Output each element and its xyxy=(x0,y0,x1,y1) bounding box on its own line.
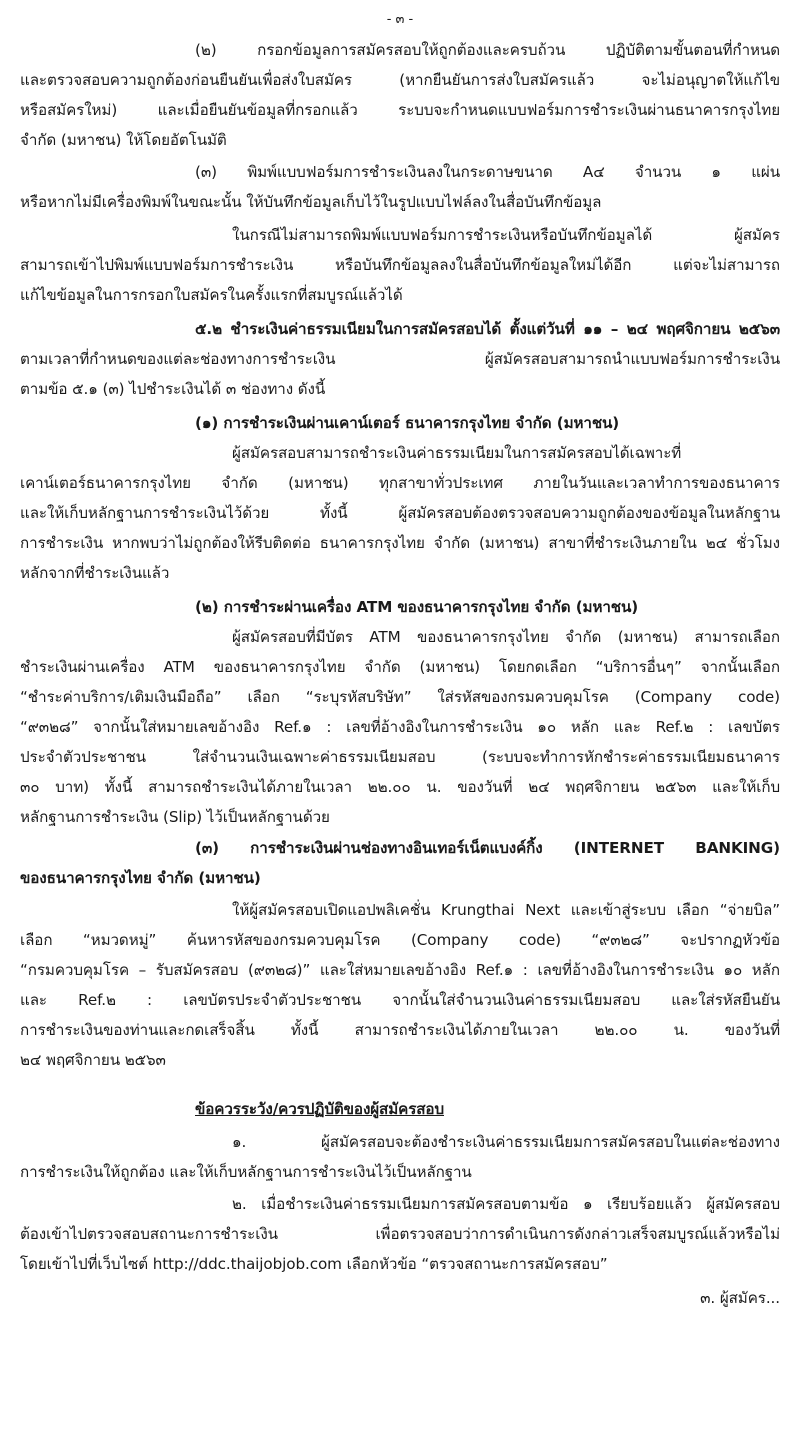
text-line: ตามข้อ ๕.๑ (๓) ไปชำระเงินได้ ๓ ช่องทาง ดังนี้ xyxy=(20,380,326,398)
subsection-heading: (๒) การชำระผ่านเครื่อง ATM ของธนาคารกรุงไทย จำกัด (มหาชน) xyxy=(195,598,639,616)
text-line: ผู้สมัครสอบสามารถชำระเงินค่าธรรมเนียมในการสมัครสอบได้เฉพาะที่ xyxy=(232,444,682,462)
text-line: จำกัด (มหาชน) ให้โดยอัตโนมัติ xyxy=(20,131,227,149)
subsection-heading: ของธนาคารกรุงไทย จำกัด (มหาชน) xyxy=(20,869,261,887)
text-line: “๙๓๒๘” จากนั้นใส่หมายเลขอ้างอิง Ref.๑ : เลขที่อ้างอิงในการชำระเงิน ๑๐ หลัก และ Ref.๒ : เลขบัตร xyxy=(20,718,780,736)
page-number: - ๓ - xyxy=(386,12,414,27)
text-line: ชำระเงินผ่านเครื่อง ATM ของธนาคารกรุงไทย จำกัด (มหาชน) โดยกดเลือก “บริการอื่นๆ” จากนั้นเลือก xyxy=(20,658,780,676)
text-line: เคาน์เตอร์ธนาคารกรุงไทย จำกัด (มหาชน) ทุกสาขาทั่วประเทศ ภายในวันและเวลาทำการของธนาคาร xyxy=(20,474,780,492)
text-line: “ชำระค่าบริการ/เติมเงินมือถือ” เลือก “ระบุรหัสบริษัท” ใส่รหัสของกรมควบคุมโรค (Company code) xyxy=(20,688,780,706)
text-line: “กรมควบคุมโรค – รับสมัครสอบ (๙๓๒๘)” และใส่หมายเลขอ้างอิง Ref.๑ : เลขที่อ้างอิงในการชำระเงิน ๑๐ หลัก xyxy=(20,961,780,979)
section-heading: ๕.๒ ชำระเงินค่าธรรมเนียมในการสมัครสอบได้ ตั้งแต่วันที่ ๑๑ – ๒๔ พฤศจิกายน ๒๕๖๓ xyxy=(195,320,780,338)
text-line: สามารถเข้าไปพิมพ์แบบฟอร์มการชำระเงิน หรือบันทึกข้อมูลลงในสื่อบันทึกข้อมูลใหม่ได้อีก แต่จะไม่สามารถ xyxy=(20,256,780,274)
text-line: โดยเข้าไปที่เว็บไซต์ http://ddc.thaijobjob.com เลือกหัวข้อ “ตรวจสถานะการสมัครสอบ” xyxy=(20,1255,608,1273)
text-line: ๑. ผู้สมัครสอบจะต้องชำระเงินค่าธรรมเนียมการสมัครสอบในแต่ละช่องทาง xyxy=(232,1133,780,1151)
text-line: ต้องเข้าไปตรวจสอบสถานะการชำระเงิน เพื่อตรวจสอบว่าการดำเนินการดังกล่าวเสร็จสมบูรณ์แล้วหรือไม่ xyxy=(20,1225,780,1243)
text-line: เลือก “หมวดหมู่” ค้นหารหัสของกรมควบคุมโรค (Company code) “๙๓๒๘” จะปรากฏหัวข้อ xyxy=(20,931,780,949)
text-line: หลักฐานการชำระเงิน (Slip) ไว้เป็นหลักฐานด้วย xyxy=(20,808,330,826)
text-line: การชำระเงินของท่านและกดเสร็จสิ้น ทั้งนี้ สามารถชำระเงินได้ภายในเวลา ๒๒.๐๐ น. ของวันที่ xyxy=(20,1021,780,1039)
continuation-marker: ๓. ผู้สมัคร... xyxy=(700,1289,780,1307)
text-line: ให้ผู้สมัครสอบเปิดแอปพลิเคชั่น Krungthai Next และเข้าสู่ระบบ เลือก “จ่ายบิล” xyxy=(232,901,780,919)
text-line: และให้เก็บหลักฐานการชำระเงินไว้ด้วย ทั้งนี้ ผู้สมัครสอบต้องตรวจสอบความถูกต้องของข้อมูลในหลักฐาน xyxy=(20,504,780,522)
text-line: หรือหากไม่มีเครื่องพิมพ์ในขณะนั้น ให้บันทึกข้อมูลเก็บไว้ในรูปแบบไฟล์ลงในสื่อบันทึกข้อมูล xyxy=(20,193,602,211)
text-line: (๓) พิมพ์แบบฟอร์มการชำระเงินลงในกระดาษขนาด A๔ จำนวน ๑ แผ่น xyxy=(195,163,780,181)
text-line: หรือสมัครใหม่) และเมื่อยืนยันข้อมูลที่กรอกแล้ว ระบบจะกำหนดแบบฟอร์มการชำระเงินผ่านธนาคารกรุงไทย xyxy=(20,101,780,119)
text-line: ผู้สมัครสอบที่มีบัตร ATM ของธนาคารกรุงไทย จำกัด (มหาชน) สามารถเลือก xyxy=(232,628,780,646)
text-line: (๒) กรอกข้อมูลการสมัครสอบให้ถูกต้องและครบถ้วน ปฏิบัติตามขั้นตอนที่กำหนด xyxy=(195,41,780,59)
text-line: ในกรณีไม่สามารถพิมพ์แบบฟอร์มการชำระเงินหรือบันทึกข้อมูลได้ ผู้สมัคร xyxy=(232,226,780,244)
subsection-heading: (๓) การชำระเงินผ่านช่องทางอินเทอร์เน็ตแบงค์กิ้ง (INTERNET BANKING) xyxy=(195,839,780,857)
text-line: หลักจากที่ชำระเงินแล้ว xyxy=(20,564,170,582)
text-line: การชำระเงินให้ถูกต้อง และให้เก็บหลักฐานการชำระเงินไว้เป็นหลักฐาน xyxy=(20,1163,472,1181)
text-line: แก้ไขข้อมูลในการกรอกใบสมัครในครั้งแรกที่สมบูรณ์แล้วได้ xyxy=(20,286,403,304)
caution-heading: ข้อควรระวัง/ควรปฏิบัติของผู้สมัครสอบ xyxy=(195,1100,444,1118)
text-line: และ Ref.๒ : เลขบัตรประจำตัวประชาชน จากนั้นใส่จำนวนเงินค่าธรรมเนียมสอบ และใส่รหัสยืนยัน xyxy=(20,991,780,1009)
text-line: ประจำตัวประชาชน ใส่จำนวนเงินเฉพาะค่าธรรมเนียมสอบ (ระบบจะทำการหักชำระค่าธรรมเนียมธนาคาร xyxy=(20,748,780,766)
subsection-heading: (๑) การชำระเงินผ่านเคาน์เตอร์ ธนาคารกรุงไทย จำกัด (มหาชน) xyxy=(195,414,620,432)
text-line: ๓๐ บาท) ทั้งนี้ สามารถชำระเงินได้ภายในเวลา ๒๒.๐๐ น. ของวันที่ ๒๔ พฤศจิกายน ๒๕๖๓ และให้เก็บ xyxy=(20,778,780,796)
text-line: ๒๔ พฤศจิกายน ๒๕๖๓ xyxy=(20,1051,166,1069)
text-line: และตรวจสอบความถูกต้องก่อนยืนยันเพื่อส่งใบสมัคร (หากยืนยันการส่งใบสมัครแล้ว จะไม่อนุญาตให้แก้ไข xyxy=(20,71,780,89)
text-line: ตามเวลาที่กำหนดของแต่ละช่องทางการชำระเงิน ผู้สมัครสอบสามารถนำแบบฟอร์มการชำระเงิน xyxy=(20,350,780,368)
text-line: การชำระเงิน หากพบว่าไม่ถูกต้องให้รีบติดต่อ ธนาคารกรุงไทย จำกัด (มหาชน) สาขาที่ชำระเงินภายใน ๒๔ ชั่วโมง xyxy=(20,534,780,552)
text-line: ๒. เมื่อชำระเงินค่าธรรมเนียมการสมัครสอบตามข้อ ๑ เรียบร้อยแล้ว ผู้สมัครสอบ xyxy=(232,1195,780,1213)
